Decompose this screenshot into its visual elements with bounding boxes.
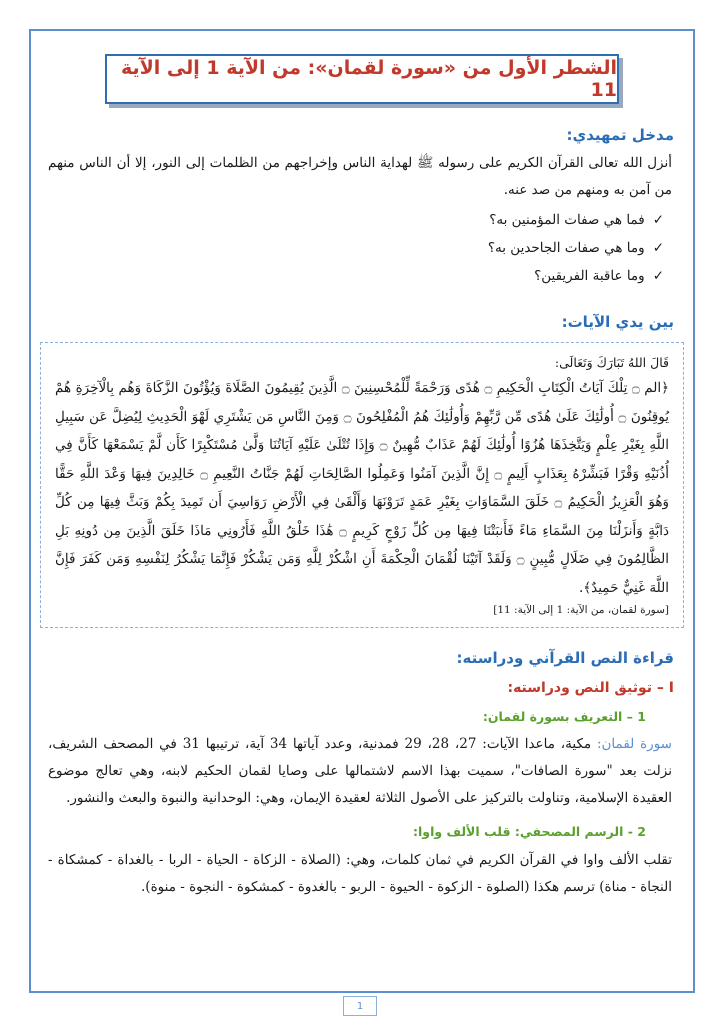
page-title: الشطر الأول من «سورة لقمان»: من الآية 1 إلى الآية 11 — [120, 57, 617, 101]
list-item: ✓وما هي صفات الجاحدين به؟ — [488, 234, 664, 262]
check-icon: ✓ — [652, 268, 664, 284]
intro-paragraph: أنزل الله تعالى القرآن الكريم على رسوله ﷺ لهداية الناس وإخراجهم من الظلمات إلى النور، إلا أن الناس منهم من آمن به ومنهم من صد عنه. — [48, 155, 672, 198]
page-number: 1 — [343, 996, 377, 1016]
study-heading: قراءة النص القرآني ودراسته: — [456, 649, 674, 667]
sub2-paragraph: تقلب الألف واوا في القرآن الكريم في ثمان كلمات، وهي: (الصلاة - الزكاة - الحياة - الربا - بالغداة - كمشكاة - النجاة - مناة) ترسم هكذا (الصلوة - الزكوة - الحيوة - الربو - بالغدوة - كمشكوة - النجوة - منوة). — [48, 852, 672, 895]
verses-box — [40, 342, 684, 628]
check-icon: ✓ — [652, 240, 664, 256]
title-box — [105, 54, 619, 104]
intro-heading: مدخل تمهيدي: — [566, 126, 674, 144]
sub1-lead: سورة لقمان: — [596, 736, 672, 752]
sub1-paragraph — [48, 731, 672, 812]
question-list — [488, 206, 664, 290]
sub2-heading: 2 - الرسم المصحفي: قلب الألف واوا: — [413, 824, 646, 839]
sub1-heading: 1 – التعريف بسورة لقمان: — [482, 709, 646, 724]
verses-heading: بين يدي الآيات: — [561, 313, 674, 331]
verses-text: ﴿الم ۝ تِلْكَ آيَاتُ الْكِتَابِ الْحَكِيمِ ۝ هُدًى وَرَحْمَةً لِّلْمُحْسِنِينَ ۝ الَّذِينَ يُقِيمُونَ الصَّلَاةَ وَيُؤْتُونَ الزَّكَاةَ وَهُم بِالْآخِرَةِ هُمْ يُوقِنُونَ ۝ أُولَٰئِكَ عَلَىٰ هُدًى مِّن رَّبِّهِمْ وَأُولَٰئِكَ هُمُ الْمُفْلِحُونَ ۝ وَمِنَ النَّاسِ مَن يَشْتَرِي لَهْوَ الْحَدِيثِ لِيُضِلَّ عَن سَبِيلِ اللَّهِ بِغَيْرِ عِلْمٍ وَيَتَّخِذَهَا هُزُوًا أُولَٰئِكَ لَهُمْ عَذَابٌ مُّهِينٌ ۝ وَإِذَا تُتْلَىٰ عَلَيْهِ آيَاتُنَا وَلَّىٰ مُسْتَكْبِرًا كَأَن لَّمْ يَسْمَعْهَا كَأَنَّ فِي أُذُنَيْهِ وَقْرًا فَبَشِّرْهُ بِعَذَابٍ أَلِيمٍ ۝ إِنَّ الَّذِينَ آمَنُوا وَعَمِلُوا الصَّالِحَاتِ لَهُمْ جَنَّاتُ النَّعِيمِ ۝ خَالِدِينَ فِيهَا وَعْدَ اللَّهِ حَقًّا وَهُوَ الْعَزِيزُ الْحَكِيمُ ۝ خَلَقَ السَّمَاوَاتِ بِغَيْرِ عَمَدٍ تَرَوْنَهَا وَأَلْقَىٰ فِي الْأَرْضِ رَوَاسِيَ أَن تَمِيدَ بِكُمْ وَبَثَّ فِيهَا مِن كُلِّ دَابَّةٍ وَأَنزَلْنَا مِنَ السَّمَاءِ مَاءً فَأَنبَتْنَا فِيهَا مِن كُلِّ زَوْجٍ كَرِيمٍ ۝ هَٰذَا خَلْقُ اللَّهِ فَأَرُونِي مَاذَا خَلَقَ الَّذِينَ مِن دُونِهِ بَلِ الظَّالِمُونَ فِي ضَلَالٍ مُّبِينٍ ۝ وَلَقَدْ آتَيْنَا لُقْمَانَ الْحِكْمَةَ أَنِ اشْكُرْ لِلَّهِ وَمَن يَشْكُرْ فَإِنَّمَا يَشْكُرُ لِنَفْسِهِ وَمَن كَفَرَ فَإِنَّ اللَّهَ غَنِيٌّ حَمِيدٌ﴾. — [55, 380, 670, 596]
verses-reference: [سورة لقمان، من الآية: 1 إلى الآية: 11] — [493, 604, 669, 616]
verses-intro: قَالَ اللهُ تَبَارَكَ وَتَعَالَى: — [554, 355, 669, 370]
part1-heading: I – توثيق النص ودراسته: — [507, 680, 674, 696]
check-icon: ✓ — [652, 212, 664, 228]
sub1-text: مكية، ماعدا الآيات: 27، 28، 29 فمدنية، وعدد آياتها 34 آية، ترتيبها 31 في المصحف الشريف، نزلت بعد "سورة الصافات"، سميت بهذا الاسم لاشتمالها على وصايا لقمان الحكيم لابنه، وهي تعالج موضوع العقيدة الإسلامية، وتناولت بالتركيز على الأصول الثلاثة لعقيدة الإيمان، وهي: الوحدانية والنبوة والبعث والنشور. — [48, 736, 672, 806]
list-item: ✓فما هي صفات المؤمنين به؟ — [488, 206, 664, 234]
list-item: ✓وما عاقبة الفريقين؟ — [488, 262, 664, 290]
